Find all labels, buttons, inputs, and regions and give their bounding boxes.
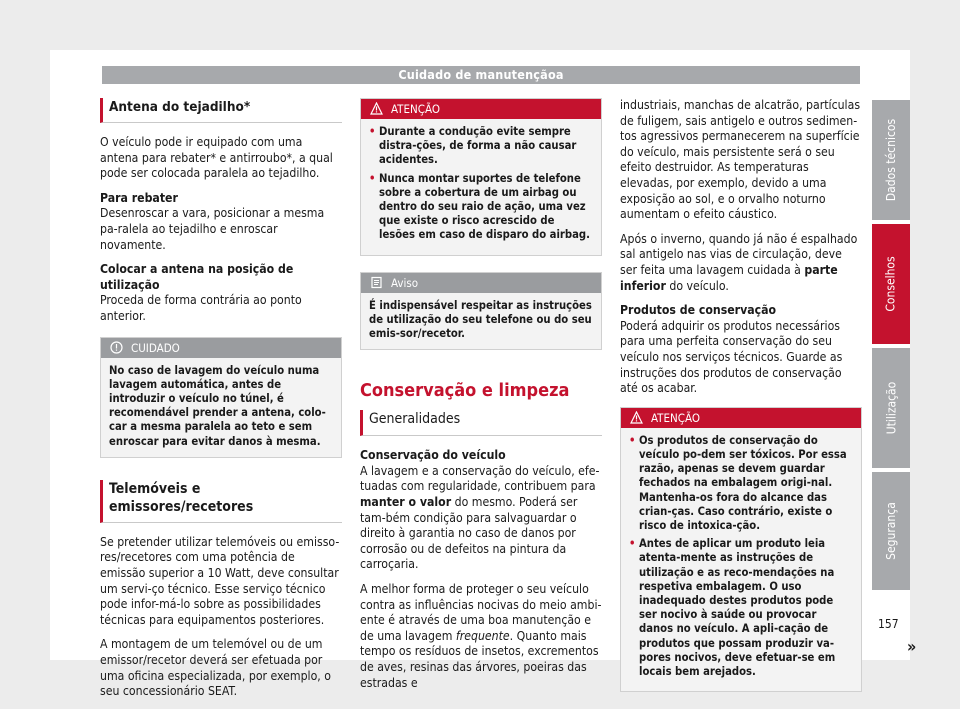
- continue-arrow-icon: »: [907, 637, 917, 656]
- tab-seguranca[interactable]: Segurança: [872, 472, 910, 590]
- tab-conselhos[interactable]: Conselhos: [872, 224, 910, 344]
- subsection-title: Generalidades: [360, 410, 602, 436]
- note-icon: [369, 276, 383, 290]
- tab-utilizacao[interactable]: Utilização: [872, 348, 910, 468]
- atencao-box: [360, 98, 602, 256]
- atencao-label: ATENÇÃO: [391, 102, 441, 116]
- subheading-colocar: Colocar a antena na posição de utilização: [100, 262, 294, 292]
- paragraph: Desenroscar a vara, posicionar a mesma pa-ralela ao tejadilho e enroscar novamente.: [100, 206, 325, 252]
- paragraph: Se pretender utilizar telemóveis ou emisso-res/recetores com uma potência de emissão superior a 10 Watt, deve consultar um servi-ço técnico. Esse serviço técnico pode infor-má-lo sobre as possibilidades técnicas para equipamentos posteriores.: [100, 534, 340, 627]
- subheading-produtos: Produtos de conservação: [620, 303, 777, 318]
- aviso-header: [361, 273, 601, 293]
- atencao-body: [621, 428, 861, 691]
- column-left: [100, 98, 342, 709]
- tab-dados-tecnicos[interactable]: Dados técnicos: [872, 100, 910, 220]
- cuidado-text: No caso de lavagem do veículo numa lavagem automática, antes de introduzir o veículo no túnel, é recomendável prender a antena, colo-car a mesma paralela ao teto e sem enroscar para evitar danos à mesma.: [109, 363, 326, 448]
- aviso-text: É indispensável respeitar as instruções de utilização do seu telefone ou do seu emis-sor/recetor.: [369, 298, 592, 341]
- warning-triangle-icon: [369, 102, 383, 116]
- chapter-title: Conservação e limpeza: [360, 380, 570, 402]
- manual-page: [50, 50, 917, 699]
- subheading-conservacao: Conservação do veículo: [360, 448, 506, 463]
- column-middle: [360, 98, 602, 700]
- warning-triangle-icon: [629, 411, 643, 425]
- section-title-antena: Antena do tejadilho*: [100, 98, 342, 123]
- cuidado-header: [101, 338, 341, 358]
- atencao-item: • Durante a condução evite sempre distra-ções, de forma a não causar acidentes.: [369, 125, 577, 167]
- paragraph: O veículo pode ir equipado com uma antena para rebater* e antirroubo*, a qual pode ser colocada paralela ao tejadilho.: [100, 135, 333, 181]
- column-right: [620, 98, 862, 702]
- atencao-body: [361, 119, 601, 255]
- paragraph: A lavagem e a conservação do veículo, efe-tuadas com regularidade, contribuem para manter o valor do mesmo. Poderá ser tam-bém condição para salvaguardar o direito à garantia no caso de danos por corrosão ou de defeitos na pintura da carroçaria.: [360, 463, 600, 572]
- paragraph: Proceda de forma contrária ao ponto anterior.: [100, 293, 302, 323]
- cuidado-box: [100, 337, 342, 458]
- aviso-label: Aviso: [391, 275, 419, 290]
- aviso-box: [360, 272, 602, 351]
- paragraph: A melhor forma de proteger o seu veículo contra as influências nocivas do meio ambi-ente é através de uma boa manutenção e de uma lavagem frequente. Quanto mais tempo os resíduos de insetos, excrementos de aves, resinas das árvores, poeiras das estradas e: [360, 581, 602, 690]
- paragraph: industriais, manchas de alcatrão, partículas de fuligem, sais antigelo e outros sedimen-tos agressivos permanecerem na superfície do veículo, mais persistente será o seu efeito destruidor. As temperaturas elevadas, por exemplo, devido a uma exposição ao sol, e o orvalho noturno aumentam o efeito cáustico.: [620, 98, 861, 222]
- atencao-label: ATENÇÃO: [651, 410, 701, 425]
- cuidado-label: CUIDADO: [131, 340, 180, 355]
- atencao-header: [621, 408, 861, 428]
- paragraph: Após o inverno, quando já não é espalhado sal antigelo nas vias de circulação, deve ser feita uma lavagem cuidada à parte inferior do veículo.: [620, 231, 858, 293]
- atencao-box-2: [620, 407, 862, 692]
- page-number: 157: [878, 617, 899, 631]
- page-header: Cuidado de manutençãoa: [102, 66, 860, 84]
- paragraph: A montagem de um telemóvel ou de um emissor/recetor deverá ser efetuada por uma oficina especializada, por exemplo, o seu concessionário SEAT.: [100, 637, 331, 699]
- atencao-item: • Os produtos de conservação do veículo po-dem ser tóxicos. Por essa razão, apenas se devem guardar fechados na embalagem origi-nal. Mantenha-os fora do alcance das crian-ças. Caso contrário, existe o risco de intoxica-ção.: [629, 433, 847, 532]
- info-circle-icon: [109, 341, 123, 355]
- atencao-header: [361, 99, 601, 119]
- subheading-rebater: Para rebater: [100, 190, 178, 205]
- section-title-telemoveis: Telemóveis e emissores/recetores: [100, 480, 342, 523]
- atencao-item: • Antes de aplicar um produto leia atenta-mente as instruções de utilização e as reco-mendações na respetiva embalagem. O uso inadequado destes produtos pode ser nocivo à saúde ou provocar danos no veículo. A apli-cação de produtos que possam produzir va-pores nocivos, deve efetuar-se em locais bem arejados.: [629, 537, 836, 678]
- paragraph: Poderá adquirir os produtos necessários para uma perfeita conservação do seu veículo nos serviços técnicos. Guarde as instruções dos produtos de conservação até os acabar.: [620, 318, 843, 396]
- atencao-item: • Nunca montar suportes de telefone sobre a cobertura de um airbag ou dentro do seu raio de ação, uma vez que existe o risco acrescido de lesões em caso de disparo do airbag.: [369, 171, 590, 242]
- section-tabs: [872, 50, 910, 660]
